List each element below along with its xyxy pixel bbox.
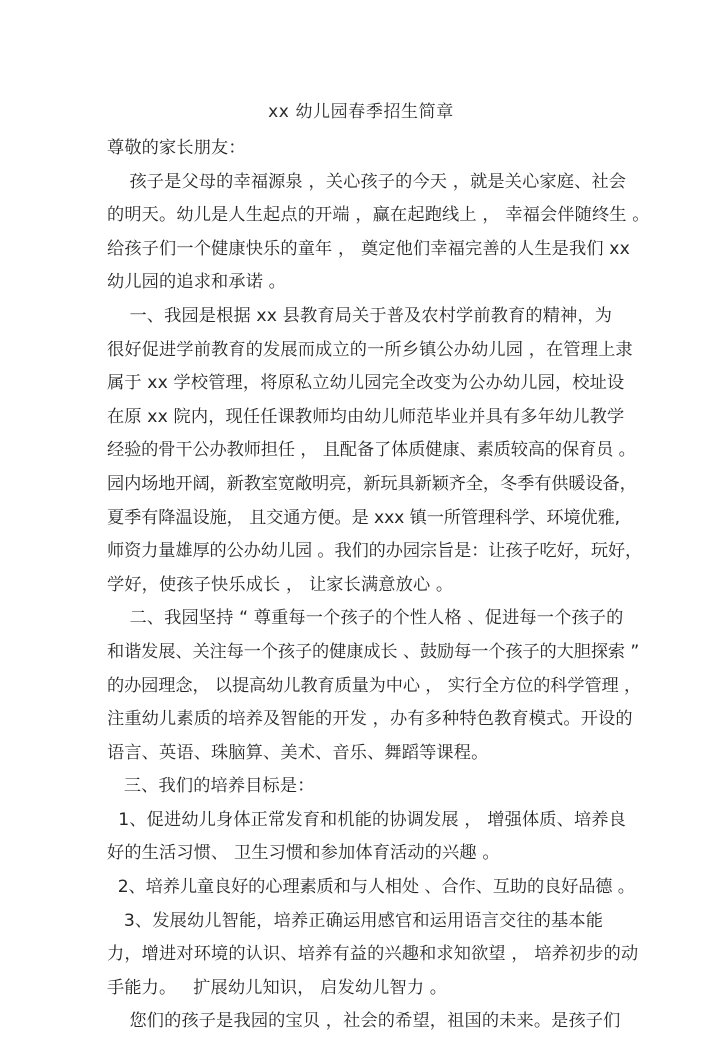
paragraph-section-one (107, 300, 643, 602)
text-line: 孩子是父母的幸福源泉 ，关心孩子的今天 ，就是关心家庭、社会 (107, 171, 627, 192)
text-line: 好的生活习惯、 卫生习惯和参加体育活动的兴趣 。 (107, 843, 500, 864)
text-line: 三、我们的培养目标是： (107, 776, 315, 797)
paragraph-goal-2 (107, 871, 635, 905)
text-line: 手能力。 扩展幼儿知识， 启发幼儿智力 。 (107, 977, 448, 998)
text-line: 语言、英语、珠脑算、美术、音乐、舞蹈等课程。 (107, 742, 489, 763)
text-line: 经验的骨干公办教师担任 ， 且配备了体质健康、素质较高的保育员 。 (107, 440, 636, 461)
text-line: 师资力量雄厚的公办幼儿园 。我们的办园宗旨是：让孩子吃好，玩好， (107, 541, 643, 562)
text-line: 和谐发展、关注每一个孩子的健康成长 、鼓励每一个孩子的大胆探索 ” (107, 641, 640, 662)
text-line: 夏季有降温设施， 且交通方便。是 xxx 镇一所管理科学、环境优雅, (107, 507, 621, 528)
text-line: 属于 xx 学校管理，将原私立幼儿园完全改变为公办幼儿园，校址设 (107, 373, 625, 394)
text-line: 园内场地开阔，新教室宽敞明亮，新玩具新颖齐全，冬季有供暖设备， (107, 473, 637, 494)
text-line: 很好促进学前教育的发展而成立的一所乡镇公办幼儿园 ，在管理上隶 (107, 339, 633, 360)
paragraph-section-two (107, 602, 642, 770)
text-line: 给孩子们一个健康快乐的童年 ， 奠定他们幸福完善的人生是我们 xx (107, 238, 630, 259)
salutation-line: 尊敬的家长朋友： (107, 138, 246, 158)
text-line: 的明天。幼儿是人生起点的开端 ，赢在起跑线上 ， 幸福会伴随终生 。 (107, 205, 650, 226)
text-line: 3、发展幼儿智能，培养正确运用感官和运用语言交往的基本能 (107, 910, 604, 931)
text-line: 力，增进对环境的认识、培养有益的兴趣和求知欲望 ， 培养初步的动 (107, 944, 639, 965)
paragraph-closing (107, 1005, 621, 1039)
text-line: 一、我园是根据 xx 县教育局关于普及农村学前教育的精神，为 (107, 305, 613, 326)
paragraph-section-three-heading (107, 770, 615, 804)
text-line: 的办园理念， 以提高幼儿教育质量为中心 ， 实行全方位的科学管理 ， (107, 675, 642, 696)
text-line: 幼儿园的追求和承诺 。 (107, 272, 286, 293)
paragraph-goal-3 (107, 905, 639, 1006)
text-line: 二、我园坚持 “ 尊重每一个孩子的个性人格 、促进每一个孩子的 (107, 608, 624, 629)
text-line: 在原 xx 院内，现任任课教师均由幼儿师范毕业并具有多年幼儿教学 (107, 406, 625, 427)
paragraph-goal-1 (107, 804, 626, 871)
text-line: 注重幼儿素质的培养及智能的开发 ，办有多种特色教育模式。开设的 (107, 709, 633, 730)
paragraph-intro (107, 166, 650, 300)
text-line: 1、促进幼儿身体正常发育和机能的协调发展 ， 增强体质、培养良 (107, 809, 626, 830)
text-line: 您们的孩子是我园的宝贝 ，社会的希望，祖国的未来。是孩子们 (107, 1011, 621, 1032)
document-body (107, 96, 650, 1039)
text-line: 2、培养儿童良好的心理素质和与人相处 、合作、互助的良好品德 。 (107, 877, 635, 898)
text-line: 学好，使孩子快乐成长 ， 让家长满意放心 。 (107, 574, 454, 595)
document-title: xx 幼儿园春季招生简章 (268, 102, 454, 122)
